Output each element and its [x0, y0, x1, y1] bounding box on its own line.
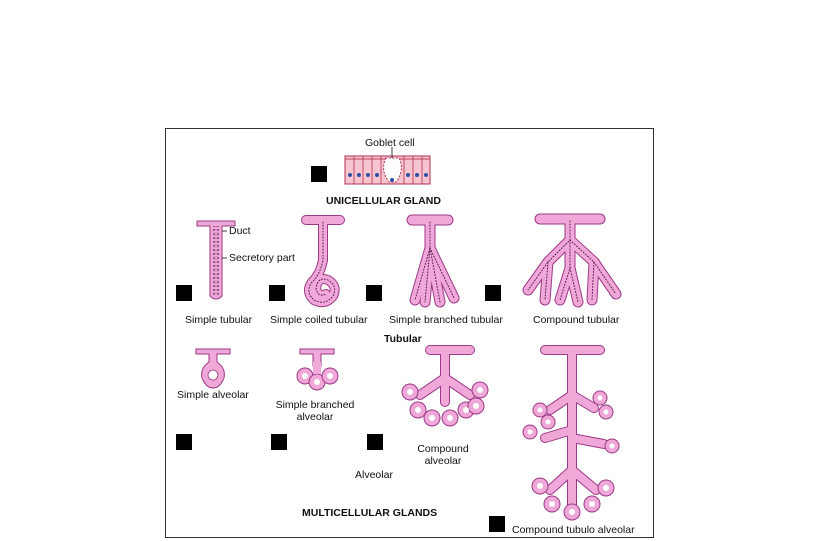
simple-branched-tubular-label: Simple branched tubular: [389, 314, 503, 326]
compound-alveolar-line2: alveolar: [424, 455, 462, 467]
goblet-cell-epithelium: [345, 147, 430, 184]
simple-coiled-tubular-label: Simple coiled tubular: [270, 314, 368, 326]
compound-alveolar-gland: [402, 350, 488, 426]
compound-tubulo-alveolar-gland: [523, 350, 619, 520]
simple-coiled-tubular-gland: [306, 220, 340, 302]
marker-simple-branched-tubular: [366, 285, 382, 301]
multicellular-heading: MULTICELLULAR GLANDS: [302, 507, 438, 519]
simple-branched-alveolar-label: [270, 399, 360, 423]
marker-simple-branched-alveolar: [271, 434, 287, 450]
marker-simple-tubular: [176, 285, 192, 301]
tubular-heading: Tubular: [384, 333, 422, 345]
marker-compound-alveolar: [367, 434, 383, 450]
compound-tubular-label: Compound tubular: [533, 314, 620, 326]
compound-tubulo-alveolar-label: Compound tubulo alveolar: [512, 524, 635, 536]
marker-simple-coiled-tubular: [269, 285, 285, 301]
duct-label: Duct: [229, 225, 251, 237]
goblet-cell-label: Goblet cell: [365, 137, 415, 149]
secretory-part-label: Secretory part: [229, 252, 295, 264]
marker-compound-tubulo-alveolar: [489, 516, 505, 532]
simple-branched-alveolar-line1: Simple branched: [275, 399, 355, 411]
compound-alveolar-line1: Compound: [417, 443, 469, 455]
marker-unicellular: [311, 166, 327, 182]
simple-branched-alveolar-gland: [297, 349, 338, 390]
marker-simple-alveolar: [176, 434, 192, 450]
compound-tubular-gland: [528, 219, 616, 302]
compound-alveolar-label: [408, 443, 478, 467]
unicellular-heading: UNICELLULAR GLAND: [326, 195, 441, 207]
simple-alveolar-gland: [196, 349, 230, 388]
simple-branched-tubular-gland: [412, 220, 454, 302]
simple-alveolar-label: Simple alveolar: [177, 389, 249, 401]
simple-tubular-label: Simple tubular: [185, 314, 253, 326]
marker-compound-tubular: [485, 285, 501, 301]
simple-branched-alveolar-line2: alveolar: [296, 411, 334, 423]
alveolar-heading: Alveolar: [355, 469, 393, 481]
